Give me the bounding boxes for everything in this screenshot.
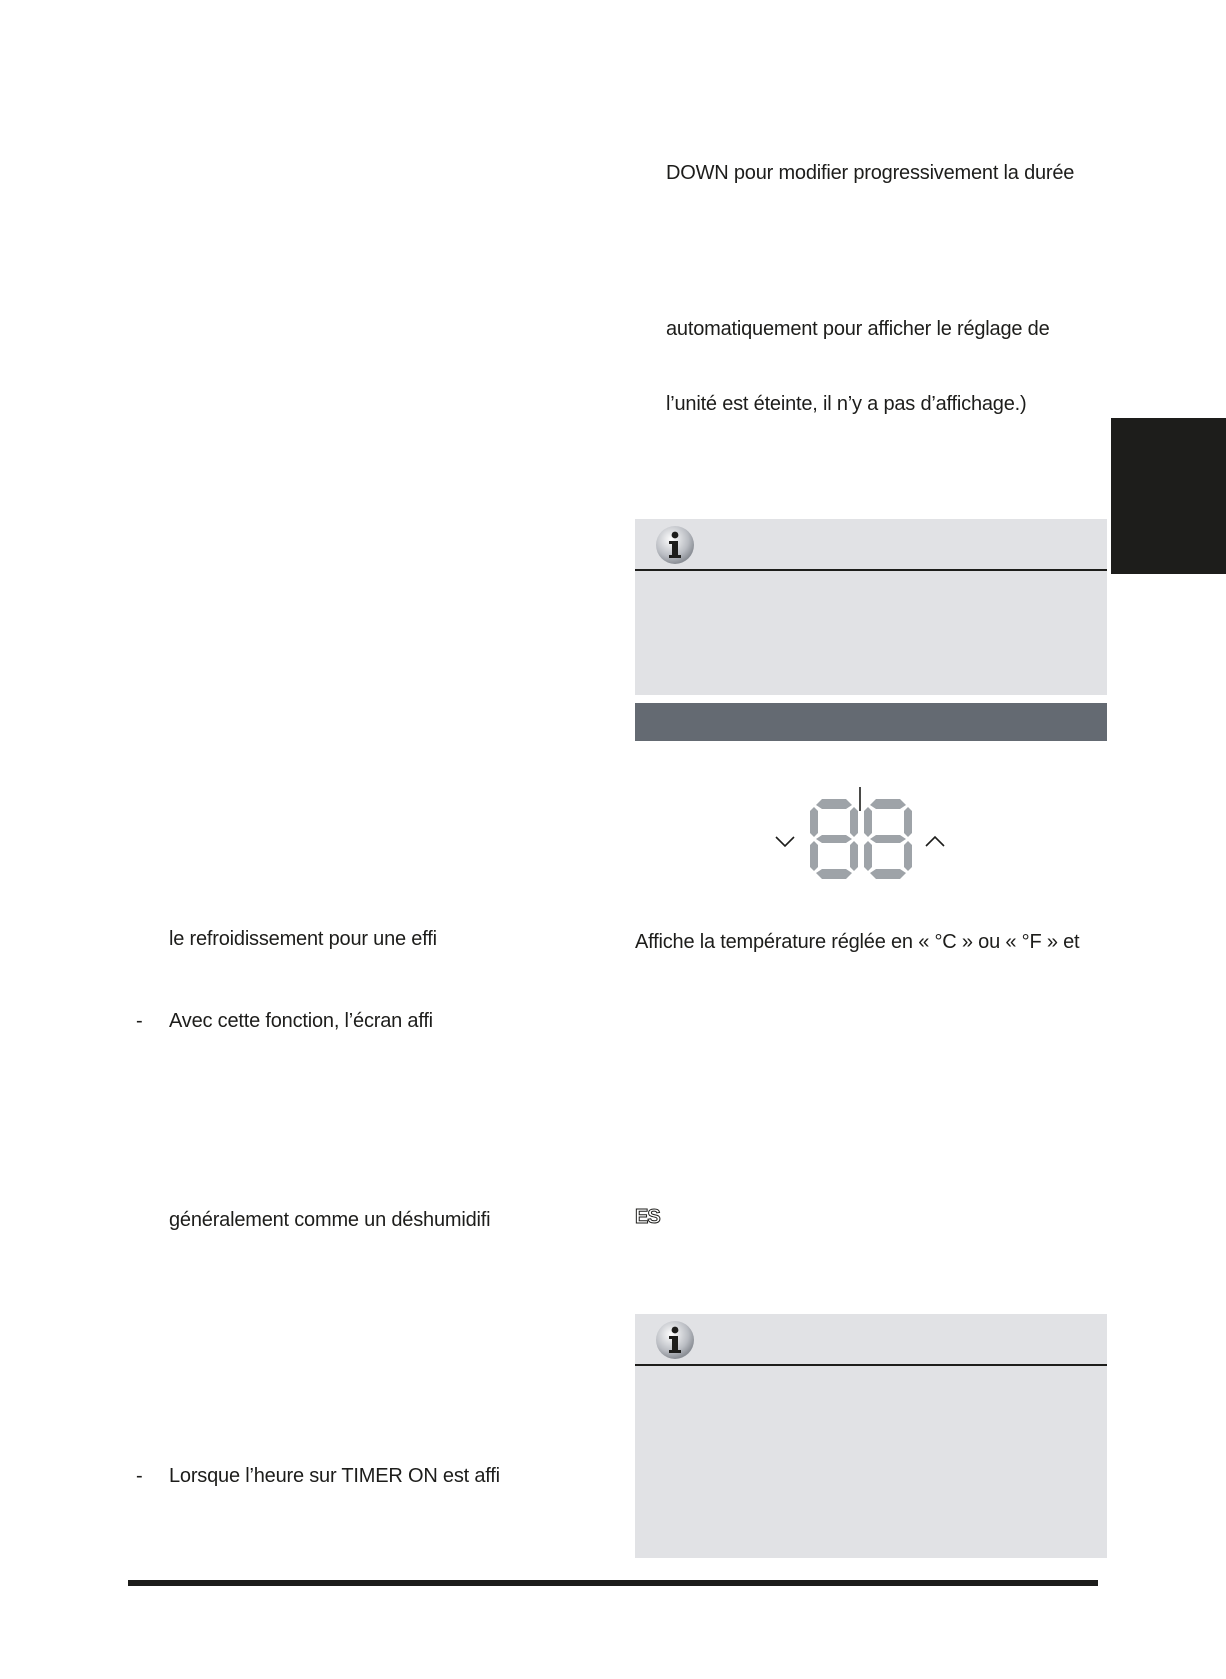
bullet-dash: - — [136, 1465, 143, 1487]
side-tab — [1111, 418, 1226, 574]
note-box — [635, 519, 1107, 695]
temperature-display — [770, 785, 960, 885]
body-text-line: DOWN pour modifier progressivement la durée — [666, 162, 1075, 184]
note-divider — [635, 569, 1107, 571]
body-text-line: Lorsque l’heure sur TIMER ON est affi — [169, 1465, 500, 1487]
body-text-line: Avec cette fonction, l’écran affi — [169, 1010, 433, 1032]
info-icon — [655, 1320, 695, 1360]
section-header-bar — [635, 703, 1107, 741]
chevron-down-icon — [776, 837, 794, 846]
es-label: ES — [635, 1206, 660, 1228]
body-text-line: généralement comme un déshumidifi — [169, 1209, 491, 1231]
body-text-line: l’unité est éteinte, il n’y a pas d’affichage.) — [666, 393, 1027, 415]
display-digit — [864, 799, 912, 879]
body-text-line: le refroidissement pour une effi — [169, 928, 437, 950]
info-icon — [655, 525, 695, 565]
display-digit — [810, 799, 858, 879]
bullet-dash: - — [136, 1010, 143, 1032]
note-box — [635, 1314, 1107, 1558]
body-text-line: automatiquement pour afficher le réglage de — [666, 318, 1050, 340]
body-text-line: Affiche la température réglée en « °C » ou « °F » et — [635, 931, 1080, 953]
chevron-up-icon — [926, 837, 944, 846]
note-divider — [635, 1364, 1107, 1366]
footer-rule — [128, 1580, 1098, 1586]
